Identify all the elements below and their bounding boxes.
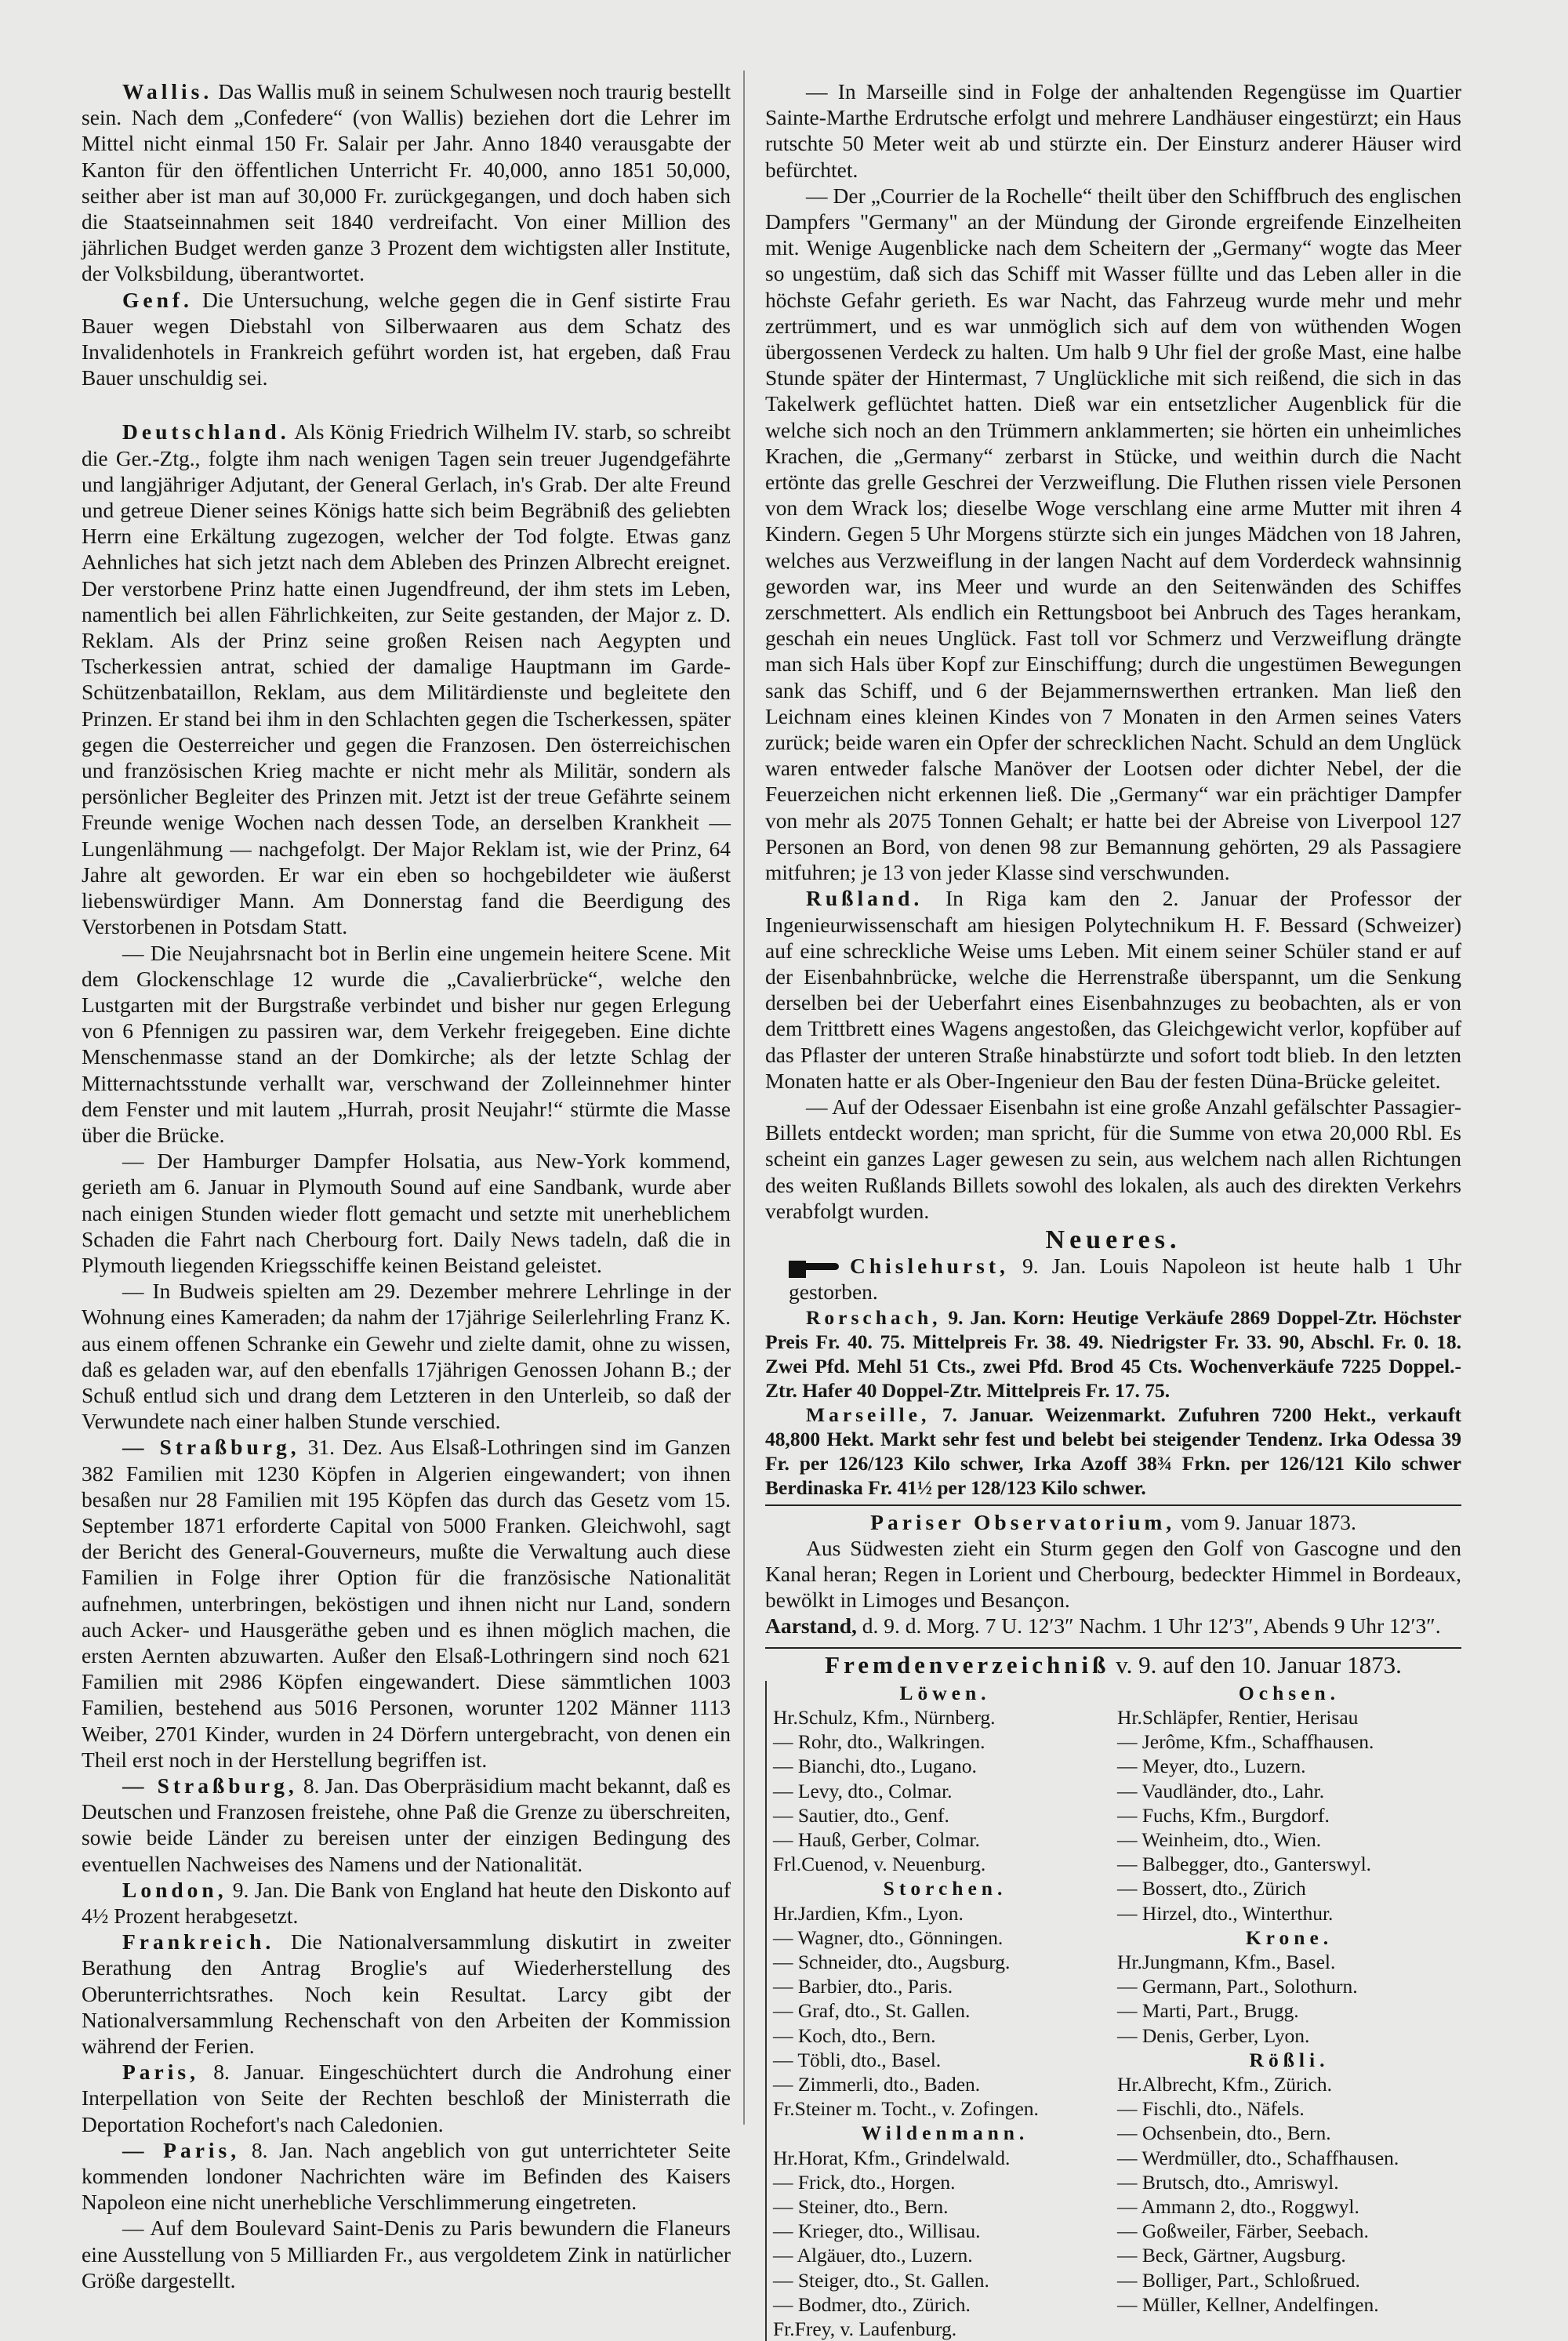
guest-lists [765, 1681, 1461, 2341]
guest-entry: — Germann, Part., Solothurn. [1117, 1975, 1358, 1998]
article-lead: — Straßburg, [122, 1773, 298, 1798]
article-paragraph [82, 1929, 731, 2059]
guest-entry: — Denis, Gerber, Lyon. [1117, 2023, 1310, 2047]
article-text: — In Marseille sind in Folge der anhaltenden Regengüsse im Quartier Sainte-Marthe Erdrutsche erfolgt und mehrere Landhäuser eingestürzt; ein Haus rutschte 50 Meter weit ab und stürzte ein. Der Einsturz anderer Häuser wird befürchtet. [765, 79, 1461, 182]
guest-entry: — Ammann 2, dto., Roggwyl. [1117, 2195, 1359, 2219]
guest-entry: Hr.Albrecht, Kfm., Zürich. [1117, 2073, 1333, 2096]
article-paragraph [82, 78, 731, 287]
guest-entry: — Bianchi, dto., Lugano. [773, 1755, 977, 1778]
news-item-text: 9. Jan. Louis Napoleon ist heute halb 1 Uhr gestorben. [789, 1254, 1462, 1305]
article-paragraph [82, 419, 731, 939]
article-text: — In Budweis spielten am 29. Dezember mehrere Lehrlinge in der Wohnung eines Kameraden; da nahm der 17jährige Seilerlehrling Franz K. aus einem offenen Schranke ein Gewehr und zielte damit, ohne zu wissen, daß es geladen war, auf den ebenfalls 17jährigen Genossen Johann B.; der Schuß entlud sich und drang dem Letzteren in den Unterleib, so daß der Verwundete nach einer halben Stunde verschied. [82, 1279, 731, 1434]
guest-entry: — Goßweiler, Färber, Seebach. [1117, 2219, 1369, 2243]
article-text: Als König Friedrich Wilhelm IV. starb, so schreibt die Ger.-Ztg., folgte ihm nach wenigen Tagen sein treuer Jugendgefährte und langjähriger Adjutant, der General Gerlach, in's Grab. Der alte Freund und getreue Diener seines Königs hatte sich beim Begräbniß des geliebten Herrn eine Erkältung zugezogen, welcher der Tod folgte. Etwas ganz Aehnliches hat sich jetzt nach dem Ableben des Prinzen Albrecht ereignet. Der verstorbene Prinz hatte einen Jugendfreund, der ihm stets im Leben, namentlich bei allen Fährlichkeiten, zur Seite gestanden, der Major z. D. Reklam. Als der Prinz seine großen Reisen nach Aegypten und Tscherkessien antrat, schied der damalige Hauptmann im Garde-Schützenbataillon, Reklam, aus dem Militärdienste und begleitete den Prinzen. Er stand bei ihm in den Schlachten gegen die Tscherkessen, später gegen die Oesterreicher und gegen die Franzosen. Den österreichischen und französischen Krieg machte er nicht mehr als Militär, sondern als persönlicher Begleiter des Prinzen mit. Jetzt ist der treue Gefährte seinem Freunde wenige Wochen nach dessen Tode, an derselben Krankheit — Lungenlähmung — nachgefolgt. Der Major Reklam ist, wie der Prinz, 64 Jahre alt geworden. Er war ein eben so hochgebildeter wie äußerst liebenswürdiger Mann. Am Donnerstag fand die Beerdigung des Verstorbenen in Potsdam Statt. [82, 419, 731, 939]
article-lead: Paris, [122, 2060, 199, 2085]
article-text: Die Untersuchung, welche gegen die in Genf sistirte Frau Bauer wegen Diebstahl von Silberwaaren aus dem Schatz des Invalidenhotels in Frankreich geführt worden ist, hat ergeben, daß Frau Bauer unschuldig sei. [82, 287, 731, 390]
article-text: 8. Januar. Eingeschüchtert durch die Androhung einer Interpellation von Seite der Rechten beschloß der Ministerrath die Deportation Rochefort's nach Caledonien. [82, 2060, 731, 2136]
guest-entry: — Marti, Part., Brugg. [1117, 1999, 1299, 2023]
column-divider [743, 71, 745, 2125]
article-text: — Auf dem Boulevard Saint-Denis zu Paris bewundern die Flaneurs eine Ausstellung von 5 Milliarden Fr., aus vergoldetem Zink in natürlicher Größe dargestellt. [82, 2216, 731, 2292]
article-paragraph [82, 2059, 731, 2137]
news-item [765, 1305, 1461, 1403]
article-paragraph [765, 885, 1461, 1094]
fremdenverzeichnis-date: v. 9. auf den 10. Januar 1873. [1116, 1650, 1402, 1679]
article-paragraph [82, 1148, 731, 1278]
observatorium-date: vom 9. Januar 1873. [1181, 1509, 1356, 1534]
article-text: 8. Jan. Das Oberpräsidium macht bekannt, daß es Deutschen und Franzosen freistehe, ohne Paß die Grenze zu überschreiten, sowie beide Länder zu bereisen unter der einzigen Bedingung des eventuellen Nachweises des Namens und der Nationalität. [82, 1773, 731, 1876]
guest-list-left [765, 1681, 1117, 2341]
article-text: Das Wallis muß in seinem Schulwesen noch traurig bestellt sein. Nach dem „Confedere“ (von Wallis) beziehen dort die Lehrer im Mittel nicht einmal 150 Fr. Salair per Jahr. Anno 1840 verausgabte der Kanton für den öffentlichen Unterricht Fr. 40,000, anno 1851 50,000, seither aber ist man auf 30,000 Fr. zurückgegangen, und doch haben sich die Staatseinnahmen seit 1840 verdreifacht. Von einer Million des jährlichen Budget werden ganze 3 Prozent dem wichtigsten aller Institute, der Volksbildung, überantwortet. [82, 79, 731, 286]
guest-entry: — Bodmer, dto., Zürich. [773, 2292, 971, 2316]
guest-list-right [1117, 1681, 1461, 2341]
article-text: 31. Dez. Aus Elsaß-Lothringen sind im Ganzen 382 Familien mit 1230 Köpfen in Algerien eingewandert; von ihnen besaßen nur 28 Familien mit 195 Köpfen das durch das Gesetz vom 15. September 1871 erforderte Capital von 5000 Franken. Gleichwohl, sagt der Bericht des General-Gouverneurs, mußte die Verwaltung auch diese Familien in Folge ihrer Option für die französische Nationalität aufnehmen, unterbringen, beköstigen und ihnen nicht nur Land, sondern auch Acker- und Hausgeräthe geben und es ihnen möglich machen, die ersten Aernten abzuwarten. Außer den Elsaß-Lothringern sind noch 621 Familien mit 2986 Köpfen eingewandert. Diese sämmtlichen 1003 Familien, bestehend aus 5016 Personen, worunter 1202 Männer 1113 Weiber, 2701 Kinder, wurden in 24 Dörfern untergebracht, von denen ein Theil erst noch in der Herstellung begriffen ist. [82, 1435, 731, 1772]
guest-entry: — Steiner, dto., Bern. [773, 2195, 949, 2219]
neueres-heading: Neueres. [1045, 1225, 1181, 1254]
fremdenverzeichnis-title: Fremdenverzeichniß [825, 1650, 1110, 1679]
guest-entry: Hr.Schläpfer, Rentier, Herisau [1117, 1705, 1359, 1729]
article-lead: Genf. [122, 287, 193, 312]
article-lead: Frankreich. [122, 1929, 275, 1954]
aarstand-text: d. 9. d. Morg. 7 U. 12′3″ Nachm. 1 Uhr 12′3″, Abends 9 Uhr 12′3″. [862, 1613, 1441, 1639]
guest-entry: — Balbegger, dto., Ganterswyl. [1117, 1853, 1372, 1876]
observatorium-text: Aus Südwesten zieht ein Sturm gegen den Golf von Gascogne und den Kanal heran; Regen in Lorient und Cherbourg, bedeckter Himmel in Bordeaux, bewölkt in Limoges und Besançon. [765, 1535, 1461, 1613]
news-item-text: 7. Januar. Weizenmarkt. Zufuhren 7200 Hekt., verkauft 48,800 Hekt. Markt sehr fest und belebt bei steigender Tendenz. Irka Odessa 39 Fr. per 126/123 Kilo schwer, Irka Azoff 38¾ Frkn. per 126/121 Kilo schwer Berdinaska Fr. 41½ per 128/123 Kilo schwer. [765, 1403, 1462, 1499]
guest-entry: — Fuchs, Kfm., Burgdorf. [1117, 1803, 1330, 1827]
guest-entry: — Bossert, dto., Zürich [1117, 1877, 1306, 1900]
guest-entry: — Krieger, dto., Willisau. [773, 2219, 981, 2243]
guest-entry: Fr.Frey, v. Laufenburg. [773, 2317, 957, 2341]
fremdenverzeichnis-heading [765, 1652, 1461, 1678]
guest-entry: — Barbier, dto., Paris. [773, 1975, 953, 1998]
article-paragraph [82, 2137, 731, 2216]
article-paragraph [82, 2215, 731, 2293]
guest-entry: — Schneider, dto., Augsburg. [773, 1951, 1011, 1973]
divider [765, 1647, 1461, 1649]
guest-entry: — Hirzel, dto., Winterthur. [1117, 1901, 1334, 1925]
aarstand-label: Aarstand, [765, 1613, 857, 1639]
article-text: — Die Neujahrsnacht bot in Berlin eine ungemein heitere Scene. Mit dem Glockenschlage 12 wurde die „Cavalierbrücke“, welche den Lustgarten mit der Burgstraße verbindet und bisher nur gegen Erlegung von 6 Pfennigen zu passiren war, dem Verkehr freigegeben. Eine dichte Menschenmasse stand an der Domkirche; als der letzte Schlag der Mitternachtsstunde verhallt war, verschwand der Zolleinnehmer hinter dem Fenster und mit lautem „Hurrah, prosit Neujahr!“ stürmte die Masse über die Brücke. [82, 940, 731, 1147]
guest-entry: — Koch, dto., Bern. [773, 2023, 936, 2047]
article-paragraph [82, 287, 731, 391]
guest-entry: — Beck, Gärtner, Augsburg. [1117, 2244, 1346, 2267]
article-lead: — Paris, [122, 2137, 241, 2162]
neueres-items [765, 1253, 1461, 1499]
guest-entry: — Vaudländer, dto., Lahr. [1117, 1779, 1325, 1802]
article-text: — Der „Courrier de la Rochelle“ theilt über den Schiffbruch des englischen Dampfers "Germany" an der Mündung der Gironde ergreifende Einzelheiten mit. Wenige Augenblicke nach dem Scheitern der „Germany“ wogte das Meer so ungestüm, daß sich das Schiff mit Wasser füllte und das Leben aller in die höchste Gefahr gerieth. Es war Nacht, das Fahrzeug wurde mehr und mehr zertrümmert, und es war unmöglich sich auf dem von wüthenden Wogen übergossenen Verdeck zu halten. Um halb 9 Uhr fiel der große Mast, eine halbe Stunde später der Hintermast, 7 Unglückliche mit sich reißend, die sich in das Takelwerk geflüchtet hatten. Dieß war ein entsetzlicher Augenblick für die welche sich noch an den Trümmern anklammerten; sie hörten ein unheimliches Krachen, die „Germany“ zerbarst in Stücke, und weithin durch die Nacht ertönte das grelle Geschrei der Verzweiflung. Die Fluthen rissen viele Personen von dem Wrack los; dieselbe Woge verschlang eine arme Mutter mit ihren 4 Kindern. Gegen 5 Uhr Morgens stürzte sich ein junges Mädchen von 18 Jahren, welches aus Verzweiflung in der langen Nacht auf dem Vorderdeck wahnsinnig geworden war, ins Meer und wurde an den Seitenwänden des Schiffes zerschmettert. Als endlich ein Rettungsboot bei Anbruch des Tages herankam, geschah ein neues Unglück. Fast toll vor Schmerz und Verzweiflung drängte man sich Hals über Kopf zur Einschiffung; durch die ungestümen Bewegungen sank das Schiff, und 6 der Bejammernswerthen ertranken. Man ließ den Leichnam eines kleinen Kindes von 7 Monaten in den Armen seines Vaters zurück; beide waren ein Opfer der schrecklichen Nacht. Schuld an dem Unglück waren entweder falsche Manöver der Lootsen oder dichter Nebel, der die Feuerzeichen nicht erkennen ließ. Die „Germany“ war ein prächtiger Dampfer von mehr als 2075 Tonnen Gehalt; er hatte bei der Abreise von Liverpool 127 Personen an Bord, von denen 98 zur Bemannung gehörten, 29 als Passagiere mitfuhren; je 13 von jeder Klasse sind verschwunden. [765, 183, 1461, 885]
guest-entry: Hr.Schulz, Kfm., Nürnberg. [773, 1705, 996, 1729]
article-lead: Wallis. [122, 79, 213, 103]
hotel-name: Krone. [1245, 1925, 1334, 1949]
observatorium-heading [765, 1509, 1461, 1535]
article-lead: London, [122, 1877, 227, 1902]
hotel-name: Ochsen. [1238, 1681, 1341, 1704]
news-item-lead: Chislehurst, [850, 1254, 1009, 1279]
news-item-text: 9. Jan. Korn: Heutige Verkäufe 2869 Doppel-Ztr. Höchster Preis Fr. 40. 75. Mittelpreis Fr. 38. 49. Niedrigster Fr. 33. 90, Abschl. Fr. 0. 18. Zwei Pfd. Mehl 51 Cts., zwei Pfd. Brod 45 Cts. Wochenverkäufe 7225 Doppel.-Ztr. Hafer 40 Doppel-Ztr. Mittelpreis Fr. 17. 75. [765, 1305, 1461, 1402]
guest-entry: — Hauß, Gerber, Colmar. [773, 1827, 980, 1851]
article-text: — Auf der Odessaer Eisenbahn ist eine große Anzahl gefälschter Passagier-Billets entdeckt worden; man spricht, für die Summe von etwa 20,000 Rbl. Es scheint ein ganzes Lager gewesen zu sein, aus welchem nach allen Richtungen des weiten Rußlands Billets sowohl des lokalen, als auch des direkten Verkehrs verabfolgt wurden. [765, 1094, 1461, 1223]
article-text: — Der Hamburger Dampfer Holsatia, aus New-York kommend, gerieth am 6. Januar in Plymouth Sound auf eine Sandbank, wurde aber nach einigen Stunden wieder flott gemacht und setzte mit unerheblichem Schaden die Fahrt nach Cherbourg fort. Daily News tadeln, daß die in Plymouth liegenden Kriegsschiffe keinen Beistand geleistet. [82, 1149, 731, 1277]
guest-entry: — Ochsenbein, dto., Bern. [1117, 2121, 1331, 2145]
guest-entry: Hr.Horat, Kfm., Grindelwald. [773, 2146, 1011, 2169]
guest-entry: Fr.Steiner m. Tocht., v. Zofingen. [773, 2097, 1039, 2121]
article-lead: — Straßburg, [122, 1435, 300, 1460]
article-text: In Riga kam den 2. Januar der Professor der Ingenieurwissenschaft am hiesigen Polytechnikum H. F. Bessard (Schweizer) auf eine schreckliche Weise ums Leben. Mit einem seiner Schüler stand er auf der Eisenbahnbrücke, welche die Herrenstraße überspannt, um die Senkung derselben bei der Ueberfahrt eines Eisenbahnzuges zu beobachten, als er von dem Trittbrett eines Wagens angestoßen, das Gleichgewicht verlor, kopfüber auf das Pflaster der unteren Straße hinabstürzte und sofort todt blieb. In den letzten Monaten hatte er als Ober-Ingenieur den Bau der festen Düna-Brücke geleitet. [765, 886, 1461, 1093]
article-text: 8. Jan. Nach angeblich von gut unterrichteter Seite kommenden londoner Nachrichten wäre im Befinden des Kaisers Napoleon eine nicht unerhebliche Verschlimmerung eingetreten. [82, 2137, 731, 2215]
guest-entry: — Algäuer, dto., Luzern. [773, 2244, 973, 2267]
article-paragraph [765, 78, 1461, 183]
right-articles [765, 78, 1461, 1224]
article-paragraph [82, 1434, 731, 1773]
guest-entry: — Weinheim, dto., Wien. [1117, 1827, 1322, 1851]
guest-entry: — Steiger, dto., St. Gallen. [773, 2268, 989, 2292]
article-lead: Rußland. [806, 886, 924, 911]
guest-entry: — Fischli, dto., Näfels. [1117, 2097, 1305, 2121]
article-text: Die Nationalversammlung diskutirt in zweiter Berathung den Antrag Broglie's auf Wiederherstellung des Oberunterrichtsrathes. Noch kein Resultat. Larcy gibt der Nationalversammlung Rechenschaft von den Arbeiten der Kommission während der Ferien. [82, 1929, 731, 2059]
left-column [82, 78, 731, 2293]
guest-entry: — Graf, dto., St. Gallen. [773, 1999, 971, 2023]
guest-entry: — Zimmerli, dto., Baden. [773, 2073, 981, 2096]
guest-entry: Frl.Cuenod, v. Neuenburg. [773, 1853, 986, 1876]
guest-entry: Hr.Jardien, Kfm., Lyon. [773, 1901, 964, 1925]
guest-entry: — Töbli, dto., Basel. [773, 2048, 942, 2071]
news-item-lead: Rorschach, [806, 1305, 942, 1329]
spacer [82, 390, 731, 419]
guest-entry: — Frick, dto., Horgen. [773, 2170, 956, 2194]
pointing-hand-icon [789, 1258, 839, 1279]
guest-entry: — Werdmüller, dto., Schaffhausen. [1117, 2146, 1399, 2169]
guest-entry: — Müller, Kellner, Andelfingen. [1117, 2292, 1379, 2316]
guest-entry: — Sautier, dto., Genf. [773, 1803, 949, 1827]
guest-entry: — Bolliger, Part., Schloßrued. [1117, 2268, 1360, 2292]
article-text: 9. Jan. Die Bank von England hat heute den Diskonto auf 4½ Prozent herabgesetzt. [82, 1877, 731, 1929]
article-lead: Deutschland. [122, 419, 290, 445]
hotel-name: Storchen. [883, 1877, 1007, 1900]
guest-entry: Hr.Jungmann, Kfm., Basel. [1117, 1951, 1336, 1973]
hotel-name: Wildenmann. [861, 2121, 1029, 2145]
news-item [765, 1253, 1461, 1305]
divider [765, 1504, 1461, 1506]
article-paragraph [82, 1278, 731, 1434]
article-paragraph [765, 183, 1461, 885]
observatorium-title: Pariser Observatorium, [870, 1509, 1176, 1534]
article-paragraph [82, 940, 731, 1149]
article-paragraph [765, 1094, 1461, 1224]
hotel-name: Rößli. [1249, 2048, 1330, 2071]
news-item-lead: Marseille, [806, 1403, 931, 1426]
guest-entry: — Levy, dto., Colmar. [773, 1779, 953, 1802]
article-paragraph [82, 1877, 731, 1929]
guest-entry: — Jerôme, Kfm., Schaffhausen. [1117, 1730, 1374, 1754]
right-column [765, 78, 1461, 2341]
article-paragraph [82, 1773, 731, 1877]
guest-entry: — Brutsch, dto., Amriswyl. [1117, 2170, 1339, 2194]
guest-entry: — Meyer, dto., Luzern. [1117, 1755, 1306, 1778]
guest-entry: — Wagner, dto., Gönningen. [773, 1925, 1004, 1949]
hotel-name: Löwen. [899, 1681, 991, 1704]
guest-entry: — Rohr, dto., Walkringen. [773, 1730, 985, 1754]
news-item [765, 1403, 1461, 1500]
